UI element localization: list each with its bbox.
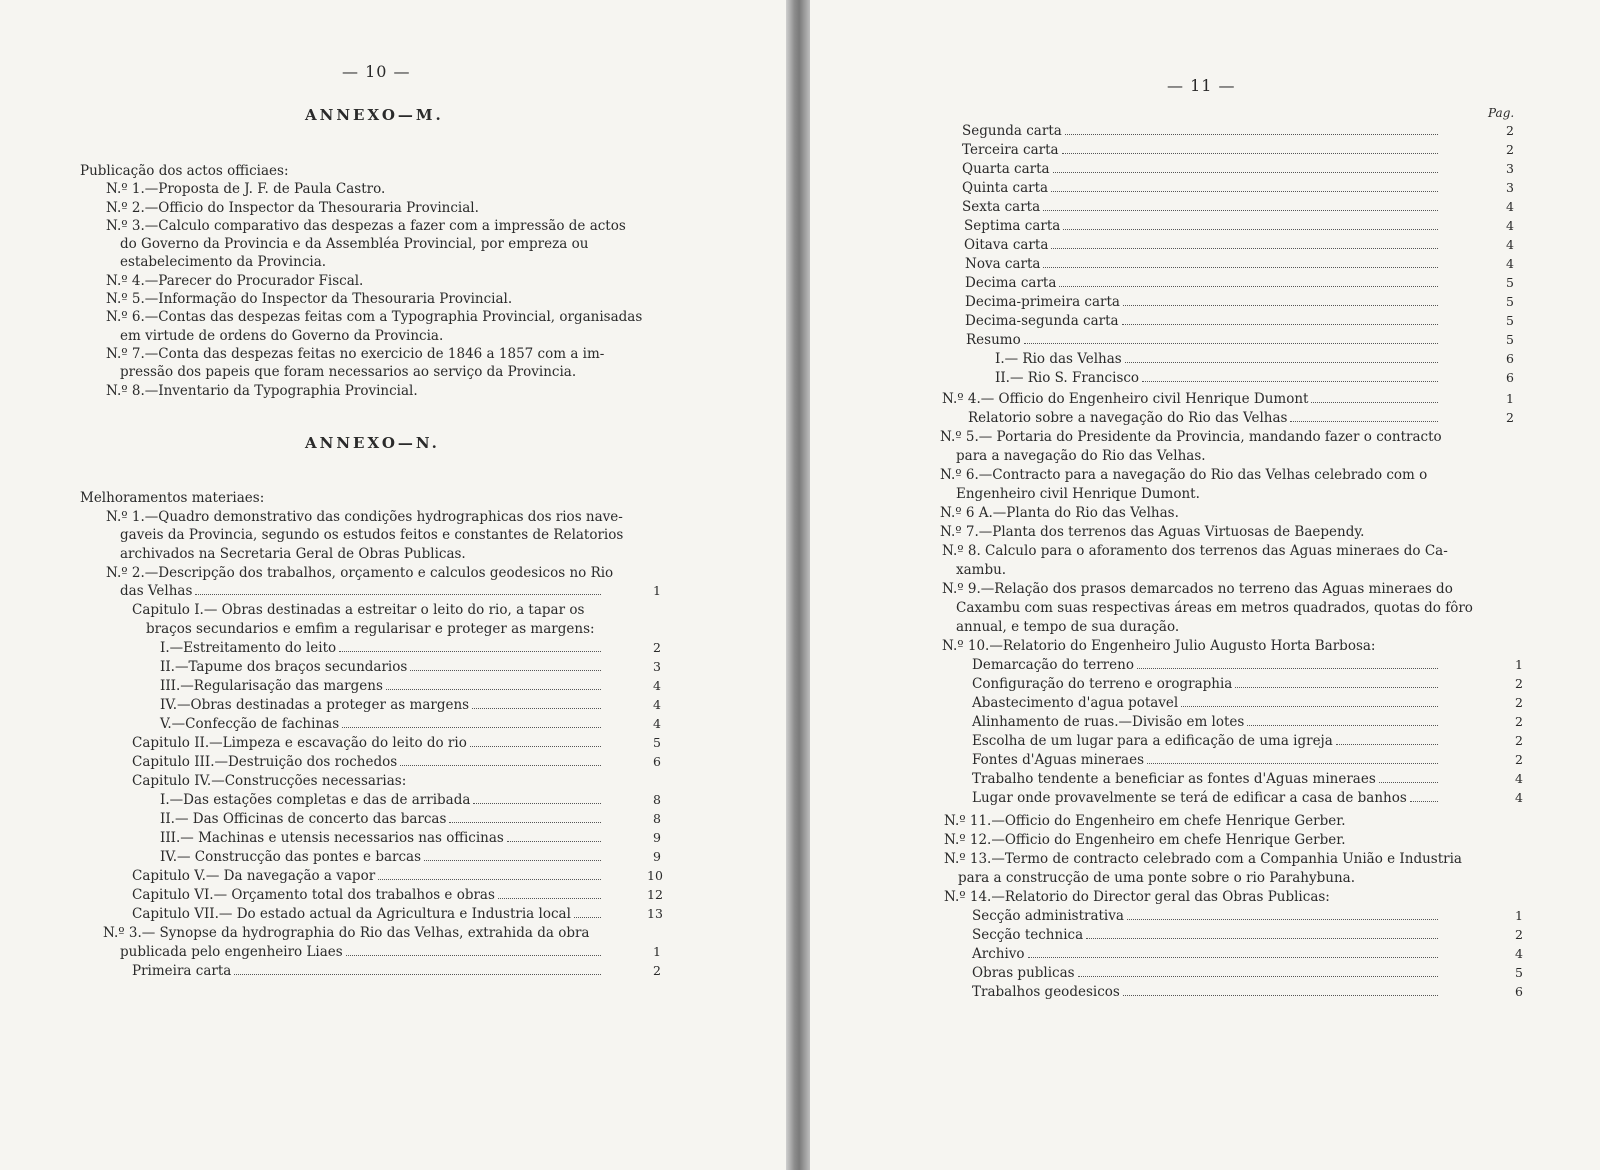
toc-entry: I.— Rio das Velhas (995, 350, 1442, 368)
right-page (810, 0, 1600, 1170)
toc-page-number: 2 (1515, 733, 1523, 748)
entry-line: annual, e tempo de sua duração. (956, 619, 1180, 635)
entry-line: xambu. (956, 562, 1007, 578)
entry-line: para a navegação do Rio das Velhas. (956, 448, 1206, 464)
toc-page-number: 3 (1506, 161, 1514, 176)
entry-line: N.º 13.—Termo de contracto celebrado com a Companhia União e Industria (944, 851, 1462, 867)
annex-m-line: estabelecimento da Provincia. (120, 254, 327, 270)
toc-entry: Quinta carta (962, 179, 1442, 197)
toc-page-number: 2 (1506, 123, 1514, 138)
toc-entry: Capitulo V.— Da navegação a vapor (132, 867, 605, 885)
toc-entry: Trabalhos geodesicos (972, 983, 1442, 1001)
annex-m-line: N.º 5.—Informação do Inspector da Thesouraria Provincial. (106, 291, 513, 307)
toc-page-number: 4 (1515, 946, 1523, 961)
toc-entry: II.—Tapume dos braços secundarios (160, 658, 605, 676)
toc-entry: III.—Regularisação das margens (160, 677, 605, 695)
leader-dots (195, 594, 601, 595)
annex-m-line: N.º 6.—Contas das despezas feitas com a Typographia Provincial, organisadas (106, 309, 643, 325)
toc-page-number: 5 (1506, 294, 1514, 309)
toc-entry: Primeira carta (132, 962, 605, 980)
toc-page-number: 9 (653, 830, 661, 845)
toc-entry: Segunda carta (962, 122, 1442, 140)
toc-entry: Decima-segunda carta (965, 312, 1442, 330)
toc-page-number: 5 (653, 735, 661, 750)
left-page (0, 0, 786, 1170)
toc-page-number: 2 (1515, 676, 1523, 691)
toc-entry: II.— Rio S. Francisco (995, 369, 1442, 387)
toc-entry: I.—Das estações completas e das de arribada (160, 791, 605, 809)
toc-entry: Capitulo III.—Destruição dos rochedos (132, 753, 605, 771)
toc-page-number: 1 (653, 583, 661, 598)
toc-entry: Terceira carta (962, 141, 1442, 159)
toc-page-number: 2 (1515, 695, 1523, 710)
toc-entry: Lugar onde provavelmente se terá de edificar a casa de banhos (972, 789, 1442, 807)
toc-entry: Alinhamento de ruas.—Divisão em lotes (972, 713, 1442, 731)
toc-page-number: 1 (1515, 657, 1523, 672)
page-number: — 10 — (342, 62, 411, 81)
annex-m-line: em virtude de ordens do Governo da Provincia. (120, 328, 444, 344)
book-gutter (786, 0, 810, 1170)
annex-n-title: ANNEXO—N. (305, 434, 440, 452)
toc-entry: Secção administrativa (972, 907, 1442, 925)
toc-entry (120, 582, 605, 600)
toc-entry: IV.— Construcção das pontes e barcas (160, 848, 605, 866)
toc-entry: Capitulo VI.— Orçamento total dos trabalhos e obras (132, 886, 605, 904)
toc-page-number: 5 (1515, 965, 1523, 980)
toc-entry: Configuração do terreno e orographia (972, 675, 1442, 693)
toc-entry: Archivo (972, 945, 1442, 963)
annex-n-line: gaveis da Provincia, segundo os estudos feitos e constantes de Relatorios (120, 527, 624, 543)
toc-page-number: 1 (1506, 391, 1514, 406)
toc-page-number: 4 (1506, 237, 1514, 252)
entry-line: N.º 10.—Relatorio do Engenheiro Julio Augusto Horta Barbosa: (942, 638, 1376, 654)
toc-page-number: 4 (653, 716, 661, 731)
annex-n-line: N.º 3.— Synopse da hydrographia do Rio das Velhas, extrahida da obra (103, 925, 590, 941)
toc-entry: Sexta carta (962, 198, 1442, 216)
annex-m-title: ANNEXO—M. (305, 106, 444, 124)
toc-page-number: 1 (1515, 908, 1523, 923)
chapter-line: Capitulo IV.—Construcções necessarias: (132, 773, 407, 789)
entry-line: N.º 9.—Relação dos prasos demarcados no terreno das Aguas mineraes do (942, 581, 1453, 597)
toc-entry: Abastecimento d'agua potavel (972, 694, 1442, 712)
toc-page-number: 2 (1506, 142, 1514, 157)
toc-entry-text: das Velhas (120, 583, 193, 599)
toc-page-number: 4 (1506, 256, 1514, 271)
toc-entry: Escolha de um lugar para a edificação de uma igreja (972, 732, 1442, 750)
annex-m-line: N.º 2.—Officio do Inspector da Thesouraria Provincial. (106, 200, 479, 216)
toc-page-number: 2 (1515, 752, 1523, 767)
annex-m-line: N.º 3.—Calculo comparativo das despezas a fazer com a impressão de actos (106, 218, 626, 234)
toc-entry: Relatorio sobre a navegação do Rio das Velhas (968, 409, 1442, 427)
entry-line: Caxambu com suas respectivas áreas em metros quadrados, quotas do fôro (956, 600, 1473, 616)
annex-n-line: N.º 2.—Descripção dos trabalhos, orçamento e calculos geodesicos no Rio (106, 565, 614, 581)
page-number: — 11 — (1167, 76, 1236, 95)
entry-line: N.º 12.—Officio do Engenheiro em chefe Henrique Gerber. (944, 832, 1346, 848)
toc-page-number: 4 (1506, 218, 1514, 233)
toc-entry: Demarcação do terreno (972, 656, 1442, 674)
entry-line: N.º 11.—Officio do Engenheiro em chefe Henrique Gerber. (944, 813, 1346, 829)
entry-line: N.º 14.—Relatorio do Director geral das Obras Publicas: (944, 889, 1330, 905)
toc-page-number: 4 (1506, 199, 1514, 214)
toc-page-number: 2 (1515, 714, 1523, 729)
toc-page-number: 5 (1506, 275, 1514, 290)
annex-m-line: N.º 8.—Inventario da Typographia Provincial. (106, 383, 418, 399)
toc-entry: Resumo (966, 331, 1442, 349)
annex-n-heading: Melhoramentos materiaes: (80, 490, 265, 506)
toc-page-number: 2 (1515, 927, 1523, 942)
chapter-line: braços secundarios e emfim a regularisar e proteger as margens: (146, 621, 595, 637)
toc-page-number: 6 (653, 754, 661, 769)
toc-page-number: 9 (653, 849, 661, 864)
pag-column-label: Pag. (1488, 106, 1515, 120)
annex-n-line: N.º 1.—Quadro demonstrativo das condições hydrographicas dos rios nave- (106, 509, 623, 525)
toc-page-number: 4 (653, 678, 661, 693)
entry-line: N.º 6.—Contracto para a navegação do Rio das Velhas celebrado com o (940, 467, 1428, 483)
toc-page-number: 6 (1506, 370, 1514, 385)
entry-line: N.º 6 A.—Planta do Rio das Velhas. (940, 505, 1179, 521)
annex-m-line: pressão dos papeis que foram necessarios ao serviço da Provincia. (120, 364, 577, 380)
entry-line: N.º 7.—Planta dos terrenos das Aguas Virtuosas de Baependy. (940, 524, 1365, 540)
toc-entry: Quarta carta (962, 160, 1442, 178)
toc-page-number: 2 (653, 963, 661, 978)
annex-m-heading: Publicação dos actos officiaes: (80, 163, 289, 179)
toc-page-number: 5 (1506, 332, 1514, 347)
toc-entry: V.—Confecção de fachinas (160, 715, 605, 733)
toc-page-number: 3 (1506, 180, 1514, 195)
toc-page-number: 5 (1506, 313, 1514, 328)
chapter-line: Capitulo I.— Obras destinadas a estreitar o leito do rio, a tapar os (132, 602, 585, 618)
toc-page-number: 12 (647, 887, 663, 902)
toc-entry: Oitava carta (964, 236, 1442, 254)
toc-page-number: 10 (647, 868, 663, 883)
toc-entry: I.—Estreitamento do leito (160, 639, 605, 657)
toc-entry: Decima carta (965, 274, 1442, 292)
entry-line: N.º 5.— Portaria do Presidente da Provincia, mandando fazer o contracto (940, 429, 1442, 445)
toc-page-number: 3 (653, 659, 661, 674)
entry-line: N.º 8. Calculo para o aforamento dos terrenos das Aguas mineraes do Ca- (942, 543, 1448, 559)
entry-line: Engenheiro civil Henrique Dumont. (956, 486, 1200, 502)
toc-entry: Capitulo VII.— Do estado actual da Agricultura e Industria local (132, 905, 605, 923)
toc-entry: Secção technica (972, 926, 1442, 944)
toc-page-number: 6 (1506, 351, 1514, 366)
annex-m-line: N.º 4.—Parecer do Procurador Fiscal. (106, 273, 364, 289)
toc-entry: Decima-primeira carta (965, 293, 1442, 311)
toc-entry: Fontes d'Aguas mineraes (972, 751, 1442, 769)
toc-entry: publicada pelo engenheiro Liaes (120, 943, 605, 961)
annex-m-line: N.º 7.—Conta das despezas feitas no exercicio de 1846 a 1857 com a im- (106, 346, 605, 362)
toc-entry: IV.—Obras destinadas a proteger as margens (160, 696, 605, 714)
entry-line: para a construcção de uma ponte sobre o rio Parahybuna. (958, 870, 1355, 886)
toc-page-number: 6 (1515, 984, 1523, 999)
toc-entry: Trabalho tendente a beneficiar as fontes d'Aguas mineraes (972, 770, 1442, 788)
toc-page-number: 2 (1506, 410, 1514, 425)
toc-page-number: 4 (1515, 771, 1523, 786)
toc-entry: Obras publicas (972, 964, 1442, 982)
toc-entry: III.— Machinas e utensis necessarios nas officinas (160, 829, 605, 847)
toc-entry: Nova carta (965, 255, 1442, 273)
toc-page-number: 8 (653, 792, 661, 807)
annex-m-line: do Governo da Provincia e da Assembléa Provincial, por empreza ou (120, 236, 589, 252)
toc-entry: Capitulo II.—Limpeza e escavação do leito do rio (132, 734, 605, 752)
toc-page-number: 4 (653, 697, 661, 712)
toc-page-number: 1 (653, 944, 661, 959)
toc-entry: Septima carta (964, 217, 1442, 235)
toc-page-number: 2 (653, 640, 661, 655)
toc-page-number: 4 (1515, 790, 1523, 805)
annex-m-line: N.º 1.—Proposta de J. F. de Paula Castro. (106, 181, 386, 197)
annex-n-line: archivados na Secretaria Geral de Obras Publicas. (120, 546, 466, 562)
toc-entry: II.— Das Officinas de concerto das barcas (160, 810, 605, 828)
toc-page-number: 8 (653, 811, 661, 826)
toc-entry: N.º 4.— Officio do Engenheiro civil Henrique Dumont (942, 390, 1442, 408)
toc-page-number: 13 (647, 906, 663, 921)
